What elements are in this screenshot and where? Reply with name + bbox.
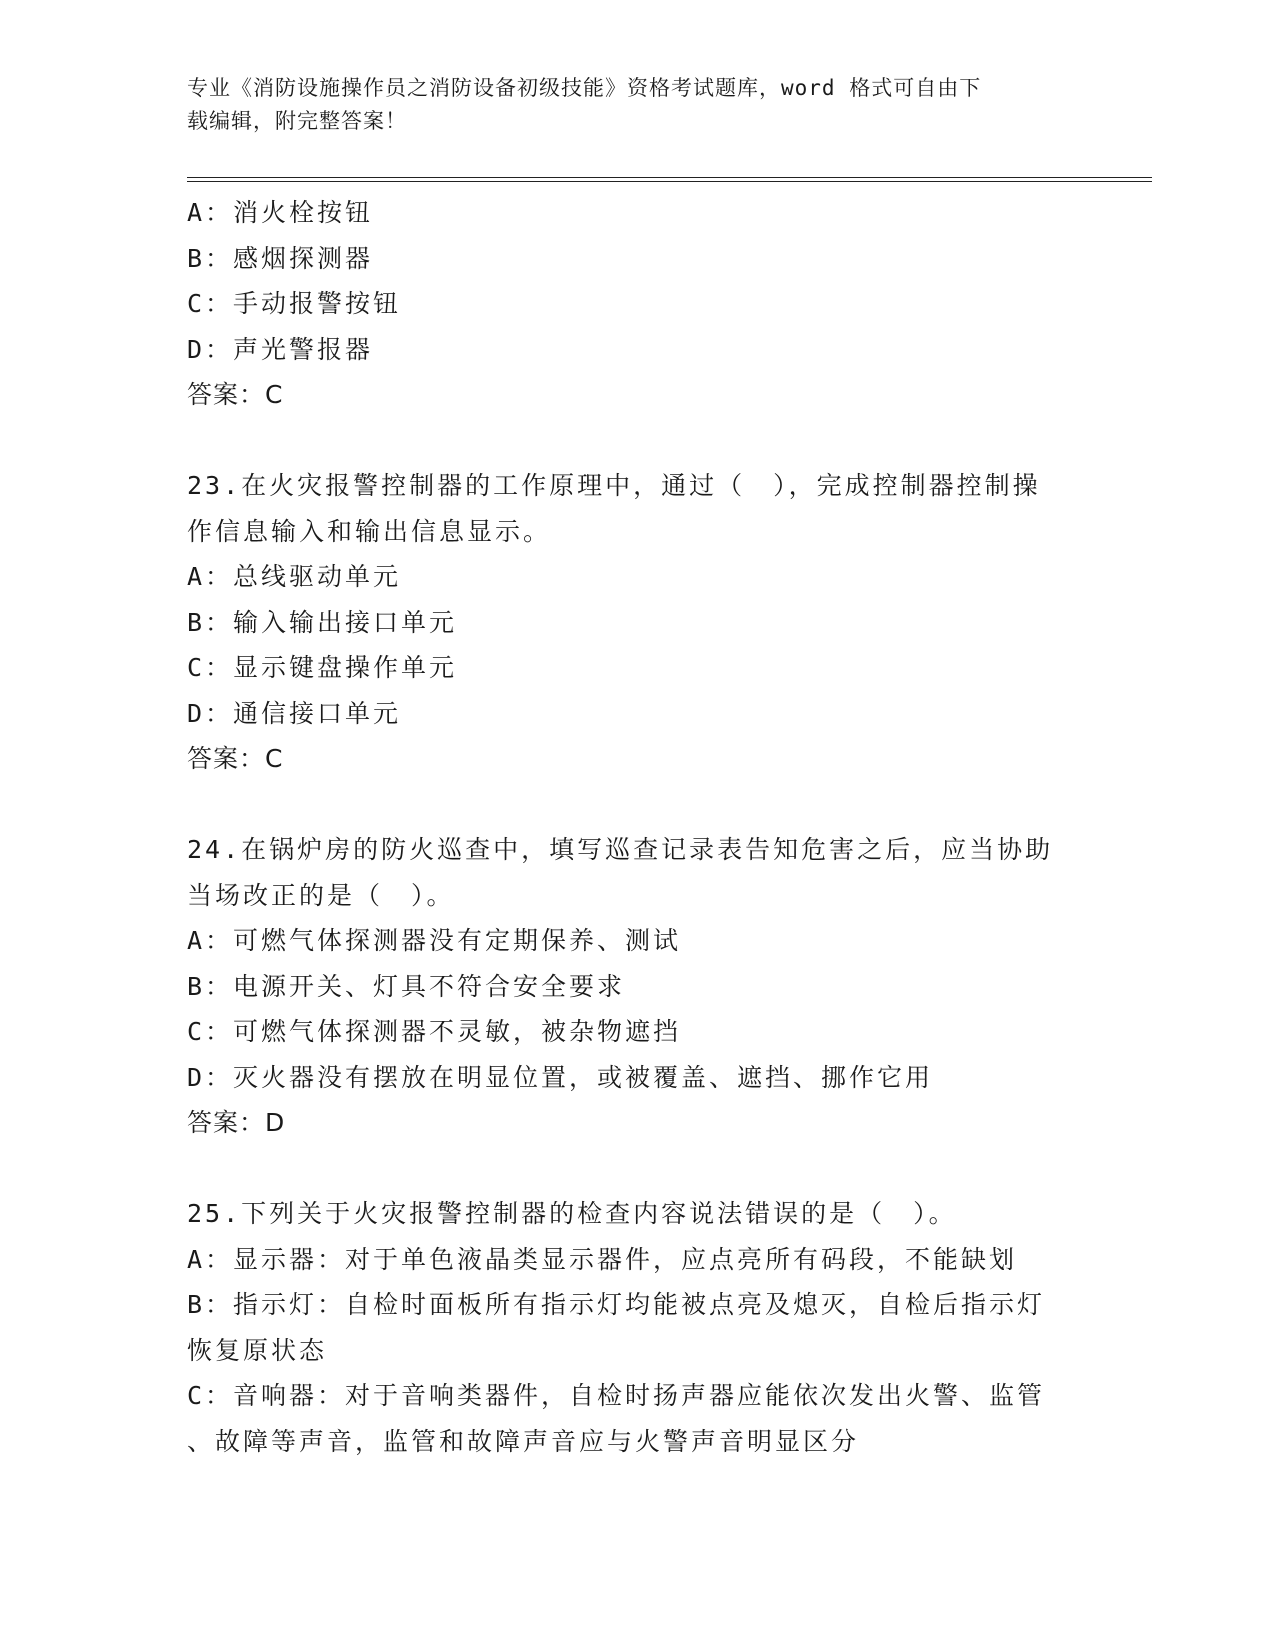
option-b: B：指示灯：自检时面板所有指示灯均能被点亮及熄灭，自检后指示灯 — [187, 1290, 1046, 1319]
question-22-partial — [187, 190, 1087, 418]
option-a: A：消火栓按钮 — [187, 198, 374, 227]
option-a: A：可燃气体探测器没有定期保养、测试 — [187, 926, 682, 955]
option-c: C：手动报警按钮 — [187, 289, 402, 318]
option-b: B：输入输出接口单元 — [187, 607, 458, 637]
spacer — [187, 1146, 1087, 1192]
header-line-1: 专业《消防设施操作员之消防设备初级技能》资格考试题库，word 格式可自由下 — [187, 76, 982, 100]
option-a: A：显示器：对于单色液晶类显示器件，应点亮所有码段，不能缺划 — [187, 1244, 1018, 1274]
answer: 答案：C — [187, 744, 284, 773]
question-stem: 25.下列关于火灾报警控制器的检查内容说法错误的是（ ）。 — [187, 1199, 957, 1228]
spacer — [187, 782, 1087, 828]
option-c: C：音响器：对于音响类器件，自检时扬声器应能依次发出火警、监管 — [187, 1381, 1046, 1410]
spacer — [187, 418, 1087, 464]
option-b-continued: 恢复原状态 — [187, 1335, 328, 1365]
answer: 答案：C — [187, 380, 284, 409]
question-stem: 24.在锅炉房的防火巡查中，填写巡查记录表告知危害之后，应当协助 — [187, 835, 1054, 864]
option-d: D：灭火器没有摆放在明显位置，或被覆盖、遮挡、挪作它用 — [187, 1062, 934, 1092]
question-stem-continued: 当场改正的是（ ）。 — [187, 880, 455, 910]
option-b: B：感烟探测器 — [187, 243, 374, 273]
option-c: C：显示键盘操作单元 — [187, 653, 458, 682]
document-body — [187, 190, 1087, 1464]
header-line-2: 载编辑，附完整答案！ — [187, 109, 407, 133]
question-25 — [187, 1191, 1087, 1464]
option-b: B：电源开关、灯具不符合安全要求 — [187, 971, 626, 1001]
header-divider-bottom — [187, 181, 1152, 182]
option-a: A：总线驱动单元 — [187, 562, 402, 591]
option-c-continued: 、故障等声音，监管和故障声音应与火警声音明显区分 — [187, 1426, 860, 1456]
question-stem: 23.在火灾报警控制器的工作原理中，通过（ ），完成控制器控制操 — [187, 471, 1041, 500]
header-divider-top — [187, 177, 1152, 178]
question-stem-continued: 作信息输入和输出信息显示。 — [187, 516, 552, 546]
option-c: C：可燃气体探测器不灵敏，被杂物遮挡 — [187, 1017, 682, 1046]
question-23 — [187, 463, 1087, 782]
option-d: D：通信接口单元 — [187, 698, 402, 728]
question-24 — [187, 827, 1087, 1146]
answer: 答案：D — [187, 1108, 286, 1137]
option-d: D：声光警报器 — [187, 334, 374, 364]
document-header — [187, 72, 1067, 138]
